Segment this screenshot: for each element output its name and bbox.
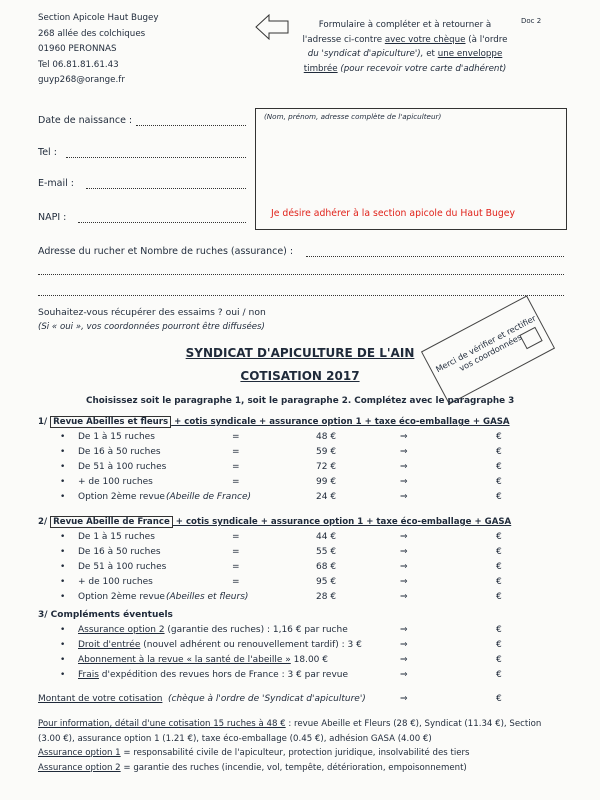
option-price: 28 € [316,592,337,602]
note-order: (à l'ordre [465,34,508,45]
bullet-icon: • [60,547,66,557]
section-2-rest: + cotis syndicale + assurance option 1 + taxe éco-emballage + GASA [172,517,512,527]
bullet-icon: • [60,477,66,487]
hive-range-label: De 51 à 100 ruches [78,562,167,572]
footer-info [38,717,563,775]
napi-field[interactable] [78,222,246,223]
complement-label [78,640,362,650]
org-city: 01960 PERONNAS [38,44,117,54]
option-price: 24 € [316,492,337,502]
section-3-heading: 3/ Compléments éventuels [38,610,173,620]
complement-detail: d'expédition des revues hors de France : 3 € par revue [98,670,349,680]
price-value: 68 € [316,562,337,572]
section-1-number: 1/ [38,417,48,427]
arrow-right-icon: ⇒ [400,625,408,635]
footer-info-detail: : revue Abeille et Fleurs (28 €), Syndicat (11.34 €), Section (3.00 €), assurance option 1 (1.21 €), taxe éco-emballage (0.45 €), adhésion GASA (4.00 €) [38,719,542,744]
bullet-icon: • [60,640,66,650]
hive-range-label: De 16 à 50 ruches [78,547,161,557]
price-value: 59 € [316,447,337,457]
bullet-icon: • [60,670,66,680]
total-note: (chèque à l'ordre de 'Syndicat d'apiculture') [168,694,366,704]
footer-option1-title: Assurance option 1 [38,748,121,758]
euro-amount-field[interactable]: € [496,447,502,457]
complement-detail: (garantie des ruches) : 1,16 € par ruche [164,625,348,635]
hive-range-label: De 1 à 15 ruches [78,432,155,442]
note-cheque: avec votre chèque [384,34,466,45]
arrow-right-icon: ⇒ [400,655,408,665]
complement-row [0,640,600,654]
arrow-right-icon: ⇒ [400,562,408,572]
price-row [0,592,600,606]
section-2-number: 2/ [38,517,48,527]
equals-sign: = [232,577,240,587]
note-text-address: l'adresse ci-contre [302,34,385,45]
bullet-icon: • [60,447,66,457]
arrow-right-icon: ⇒ [400,547,408,557]
complement-label [78,625,348,635]
equals-sign: = [232,477,240,487]
euro-amount-field[interactable]: € [496,577,502,587]
note-syndicat: du 'syndicat d'apiculture'), [307,49,424,59]
note-and: et [423,49,438,59]
note-stamped: timbrée [303,63,338,74]
price-row [0,432,600,446]
euro-amount-field[interactable]: € [496,640,502,650]
bullet-icon: • [60,562,66,572]
footer-option1-text: = responsabilité civile de l'apiculteur, protection juridique, insolvabilité des tiers [120,748,470,758]
tel-field[interactable] [66,157,246,158]
napi-label: NAPI : [38,212,67,223]
option-label: Option 2ème revue [78,492,165,502]
complement-title: Abonnement à la revue « la santé de l'abeille » [78,655,291,665]
option-note: (Abeilles et fleurs) [166,592,249,602]
hive-range-label: De 51 à 100 ruches [78,462,167,472]
apiary-field-1[interactable] [306,256,564,257]
euro-amount-field[interactable]: € [496,562,502,572]
footer-info-title: Pour information, détail d'une cotisation 15 ruches à 48 € [38,719,286,729]
bullet-icon: • [60,432,66,442]
complement-title: Frais [78,670,99,680]
note-envelope: une enveloppe [437,49,503,59]
arrow-right-icon: ⇒ [400,694,408,704]
price-value: 72 € [316,462,337,472]
arrow-right-icon: ⇒ [400,447,408,457]
euro-amount-field[interactable]: € [496,492,502,502]
instruction-note [265,18,545,76]
email-field[interactable] [86,188,246,189]
price-row [0,547,600,561]
organization-address [38,11,159,89]
org-name: Section Apicole Haut Bugey [38,13,159,23]
birth-date-field[interactable] [136,125,246,126]
arrow-right-icon: ⇒ [400,492,408,502]
note-card: (pour recevoir votre carte d'adhérent) [337,63,507,74]
price-row [0,477,600,491]
equals-sign: = [232,547,240,557]
email-label: E-mail : [38,178,75,189]
euro-amount-field[interactable]: € [496,670,502,680]
org-phone: Tel 06.81.81.61.43 [38,59,119,70]
org-email: guyp268@orange.fr [38,75,125,85]
org-street: 268 allée des colchiques [38,28,146,39]
arrow-right-icon: ⇒ [400,462,408,472]
hive-range-label: De 1 à 15 ruches [78,532,155,542]
birth-date-label: Date de naissance : [38,115,133,126]
complement-row [0,625,600,639]
euro-amount-field[interactable]: € [496,547,502,557]
complement-title: Assurance option 2 [78,625,165,635]
complement-label [78,670,348,680]
price-value: 44 € [316,532,337,542]
hive-range-label: + de 100 ruches [78,577,153,587]
price-row [0,447,600,461]
euro-amount-field[interactable]: € [496,477,502,487]
complement-row [0,655,600,669]
arrow-right-icon: ⇒ [400,577,408,587]
euro-amount-field[interactable]: € [496,532,502,542]
price-value: 99 € [316,477,337,487]
swarms-question: Souhaitez-vous récupérer des essaims ? oui / non [38,307,266,318]
arrow-right-icon: ⇒ [400,640,408,650]
join-statement: Je désire adhérer à la section apicole du Haut Bugey [271,208,515,219]
footer-option2-title: Assurance option 2 [38,762,121,773]
bullet-icon: • [60,462,66,472]
equals-sign: = [232,532,240,542]
bullet-icon: • [60,655,66,665]
option-note: (Abeille de France) [166,492,252,502]
arrow-right-icon: ⇒ [400,432,408,442]
note-line-1: Formulaire à compléter et à retourner à [318,20,492,30]
complement-detail: 18.00 € [290,655,328,665]
total-label: Montant de votre cotisation [38,694,163,704]
section-1-heading [38,417,510,427]
price-value: 55 € [316,547,337,557]
bullet-icon: • [60,625,66,635]
doc-number: Doc 2 [521,17,542,25]
section-2-box: Revue Abeille de France [50,516,173,528]
equals-sign: = [232,462,240,472]
footer-option2-text: = garantie des ruches (incendie, vol, tempête, détérioration, empoisonnement) [120,762,467,773]
price-value: 95 € [316,577,337,587]
arrow-right-icon: ⇒ [400,592,408,602]
bullet-icon: • [60,532,66,542]
hive-range-label: + de 100 ruches [78,477,153,487]
document-title: SYNDICAT D'APICULTURE DE L'AIN [185,346,415,360]
euro-amount-field[interactable]: € [496,462,502,472]
equals-sign: = [232,447,240,457]
swarms-note: (Si « oui », vos coordonnées pourront être diffusées) [38,322,265,332]
apiary-field-3[interactable] [38,295,564,296]
bullet-icon: • [60,492,66,502]
price-value: 48 € [316,432,337,442]
price-row [0,532,600,546]
euro-amount-field[interactable]: € [496,432,502,442]
euro-amount-field[interactable]: € [496,625,502,635]
complement-row [0,670,600,684]
section-1-box: Revue Abeilles et fleurs [50,416,171,428]
price-row [0,577,600,591]
total-euro[interactable]: € [496,694,502,704]
instructions: Choisissez soit le paragraphe 1, soit le paragraphe 2. Complétez avec le paragraphe 3 [86,396,515,406]
apiary-label: Adresse du rucher et Nombre de ruches (assurance) : [38,246,294,257]
euro-amount-field[interactable]: € [496,655,502,665]
hive-range-label: De 16 à 50 ruches [78,447,161,457]
bullet-icon: • [60,577,66,587]
bullet-icon: • [60,592,66,602]
section-1-rest: + cotis syndicale + assurance option 1 + taxe éco-emballage + GASA [171,417,510,427]
arrow-right-icon: ⇒ [400,670,408,680]
arrow-right-icon: ⇒ [400,532,408,542]
apiary-field-2[interactable] [38,274,564,275]
price-row [0,562,600,576]
complement-detail: (nouvel adhérent ou renouvellement tardif) : 3 € [140,640,362,650]
section-2-heading [38,517,511,527]
equals-sign: = [232,432,240,442]
complement-label [78,655,328,665]
price-row [0,492,600,506]
total-row [0,694,600,708]
complement-title: Droit d'entrée [78,640,141,650]
document-subtitle: COTISATION 2017 [240,369,360,383]
equals-sign: = [232,562,240,572]
price-row [0,462,600,476]
arrow-right-icon: ⇒ [400,477,408,487]
option-label: Option 2ème revue [78,592,165,602]
euro-amount-field[interactable]: € [496,592,502,602]
tel-label: Tel : [38,147,57,158]
stamp-text: Merci de vérifier et rectifier vos coordonnées [433,312,538,375]
address-hint: (Nom, prénom, adresse complète de l'apiculteur) [264,112,442,121]
